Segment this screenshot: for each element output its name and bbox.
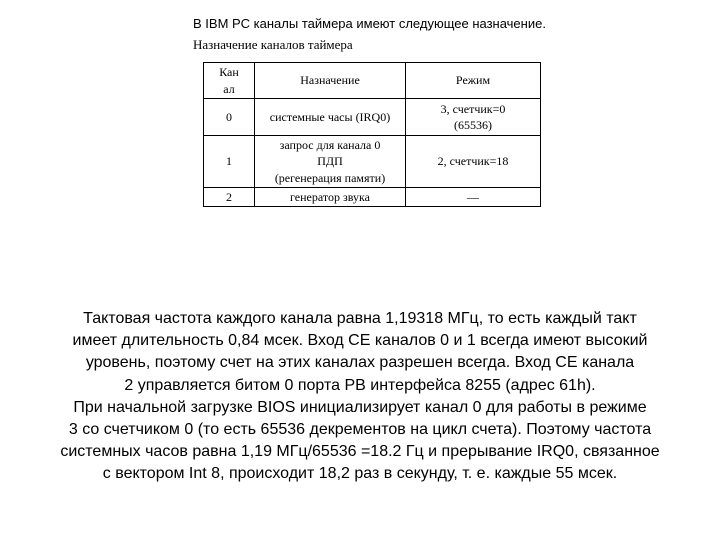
- purpose-cell: генератор звука: [255, 188, 406, 207]
- header-mode: Режим: [406, 63, 541, 99]
- mode-cell: 3, счетчик=0 (65536): [406, 99, 541, 136]
- mode-cell: 2, счетчик=18: [406, 136, 541, 188]
- header-channel: Кан ал: [204, 63, 255, 99]
- table-row: [204, 99, 541, 136]
- channel-cell: 0: [204, 99, 255, 136]
- table-caption: Назначение каналов таймера: [193, 37, 353, 52]
- table-row: [204, 188, 541, 207]
- table-header-row: [204, 63, 541, 99]
- table-row: [204, 136, 541, 188]
- mode-cell: —: [406, 188, 541, 207]
- channel-cell: 1: [204, 136, 255, 188]
- page-heading: В IBM PC каналы таймера имеют следующее назначение.: [193, 16, 546, 31]
- purpose-cell: системные часы (IRQ0): [255, 99, 406, 136]
- header-purpose: Назначение: [255, 63, 406, 99]
- channel-cell: 2: [204, 188, 255, 207]
- timer-description-paragraph: Тактовая частота каждого канала равна 1,19318 МГц, то есть каждый такт имеет длительность 0,84 мсек. Вход CE каналов 0 и 1 всегда имеют высокий уровень, поэтому счет на этих каналах разрешен всегда. Вход CE канала 2 управляется битом 0 порта PB интерфейса 8255 (адрес 61h). При начальной загрузке BIOS инициализирует канал 0 для работы в режиме 3 со счетчиком 0 (то есть 65536 декрементов на цикл счета). Поэтому частота системных часов равна 1,19 МГц/65536 =18.2 Гц и прерывание IRQ0, связанное с вектором Int 8, происходит 18,2 раз в секунду, т. е. каждые 55 мсек.: [60, 310, 660, 483]
- purpose-cell: запрос для канала 0 ПДП (регенерация памяти): [255, 136, 406, 188]
- timer-channels-table: [203, 62, 541, 207]
